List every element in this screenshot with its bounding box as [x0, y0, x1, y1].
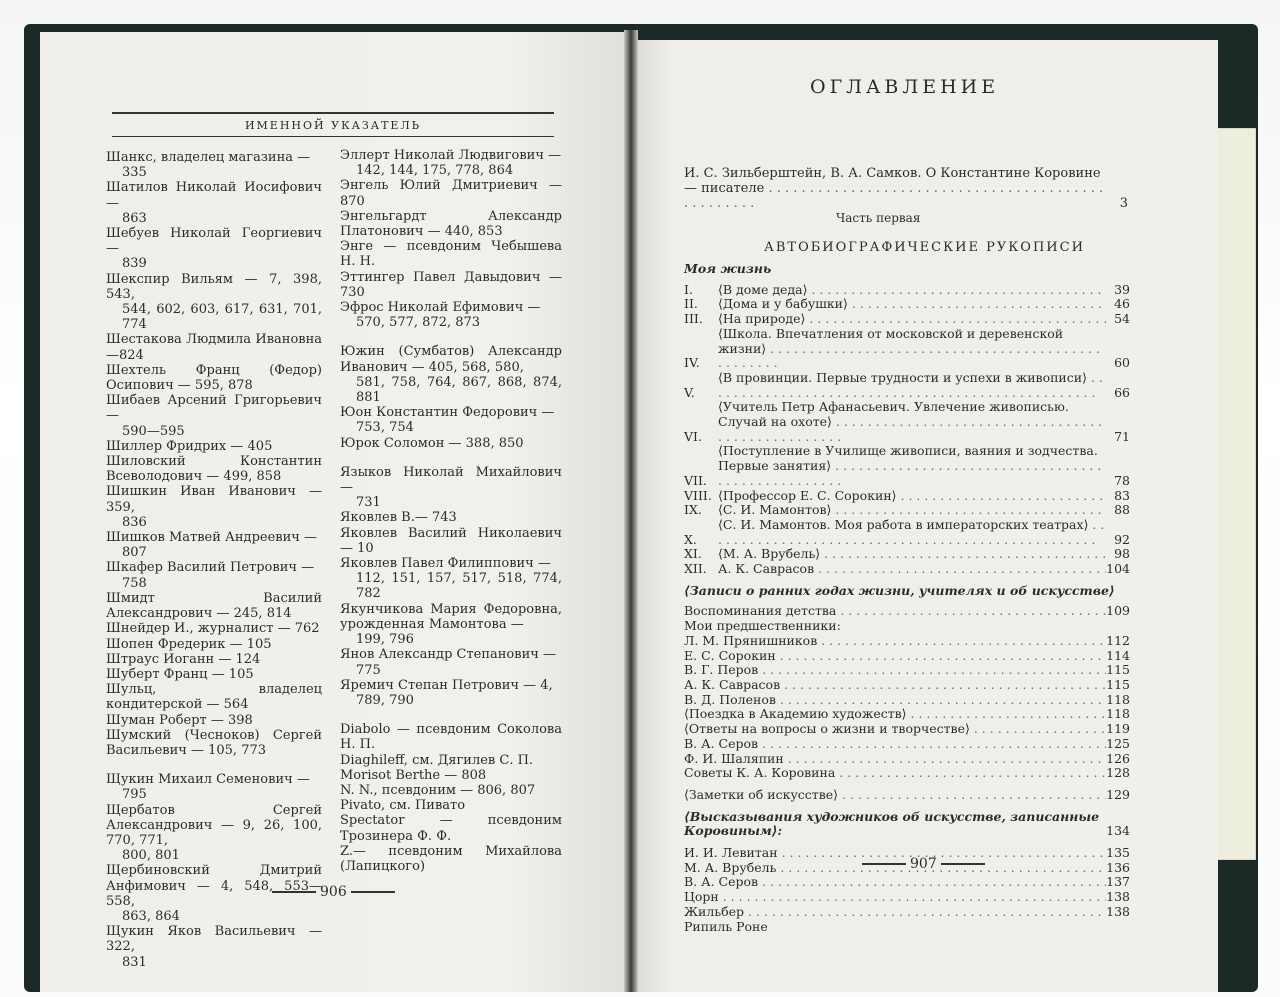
toc-row-title: ⟨М. А. Врубель⟩ . . .: [718, 547, 1106, 562]
group-heading: Моя жизнь: [684, 261, 772, 276]
toc-title: ОГЛАВЛЕНИЕ: [810, 76, 1000, 98]
chapter-number: III.: [684, 311, 703, 327]
toc-row-title: В. Г. Перов . . .: [684, 663, 1106, 678]
toc-row: [684, 920, 1130, 935]
toc-row-page: 134: [1106, 823, 1130, 839]
index-entry-name: Шкафер Василий Петрович —: [106, 560, 315, 576]
index-entry-pages: 731: [356, 495, 381, 511]
index-entry-name: Яковлев В.— 743: [340, 510, 457, 526]
toc-row-page: 119: [1106, 721, 1130, 737]
toc-row-title: А. К. Саврасов . . .: [684, 678, 1106, 693]
chapter-list: [684, 283, 1130, 577]
index-entry-name: Шумский (Чесноков) Сергей Васильевич — 105, 773: [106, 727, 322, 758]
chapter-number: IX.: [684, 502, 702, 518]
index-entry-name: Шестакова Людмила Ивановна —824: [106, 332, 322, 363]
index-entry: [106, 772, 322, 802]
toc-row: [684, 283, 1130, 298]
index-entry-name: Яковлев Павел Филиппович —: [340, 556, 551, 572]
toc-row-page: 54: [1114, 311, 1130, 327]
index-entry: [106, 621, 322, 636]
index-entry-pages: 863: [122, 210, 147, 226]
index-entry: [340, 602, 562, 648]
toc-row: [684, 649, 1130, 664]
index-entry: [340, 844, 562, 874]
toc-row: [684, 547, 1130, 562]
index-entry: [106, 728, 322, 758]
toc-row-title: Советы К. А. Коровина . . .: [684, 766, 1106, 781]
toc-row-title: Жильбер . . .: [684, 905, 1106, 920]
index-entry: [340, 526, 562, 556]
toc-row-title: Цорн . . .: [684, 890, 1106, 905]
toc-row-page: 136: [1106, 859, 1130, 875]
toc-row: [684, 312, 1130, 327]
index-entry-pages: 581, 758, 764, 867, 868, 874, 881: [356, 374, 562, 406]
index-entry: [340, 783, 562, 798]
index-entry: [106, 713, 322, 728]
index-entry-name: Шнейдер И., журналист — 762: [106, 621, 320, 637]
toc-row: [684, 604, 1130, 619]
toc-row-page: 104: [1106, 561, 1130, 577]
index-entry-name: Шуман Роберт — 398: [106, 712, 253, 728]
index-entry: [106, 439, 322, 454]
index-entry-name: Diabolo — псевдоним Соколова Н. П.: [340, 722, 562, 753]
toc-row-page: 98: [1114, 546, 1130, 562]
toc-row-page: 114: [1106, 647, 1130, 663]
index-entry-name: Шульц, владелец кондитерской — 564: [106, 682, 322, 713]
toc-row: [684, 722, 1130, 737]
index-entry-pages: 836: [122, 514, 147, 530]
toc-row-page: 115: [1106, 662, 1130, 678]
index-entry: [340, 722, 562, 752]
toc-row-title: ⟨Ответы на вопросы о жизни и творчестве⟩ . . .: [684, 722, 1106, 737]
index-entry: [340, 209, 562, 239]
index-entry-name: Щукин Михаил Семенович —: [106, 772, 310, 788]
index-entry-pages: 831: [122, 954, 147, 970]
index-entry-name: Шопен Фредерик — 105: [106, 636, 272, 652]
chapter-number: X.: [684, 531, 697, 547]
index-entry-pages: 839: [122, 256, 147, 272]
index-entry-pages: 544, 602, 603, 617, 631, 701, 774: [122, 302, 322, 333]
index-entry-name: Щербиновский Дмитрий Анфимович — 4, 548, 553—558,: [106, 863, 322, 909]
index-entry-name: Шанкс, владелец магазина —: [106, 150, 311, 165]
toc-row-title: ⟨В доме деда⟩ . . .: [718, 283, 1106, 298]
toc-row-title: ⟨С. И. Мамонтов⟩ . . .: [718, 503, 1106, 518]
toc-row: [684, 371, 1130, 400]
index-entry-name: Юрок Соломон — 388, 850: [340, 435, 524, 451]
index-entry: [106, 150, 322, 180]
toc-row-page: 46: [1114, 296, 1130, 312]
toc-row-title: Мои предшественники:: [684, 619, 841, 634]
index-entry-pages: 800, 801: [122, 848, 180, 864]
index-entry-name: Юон Константин Федорович —: [340, 405, 555, 421]
toc-row-title: В. А. Серов . . .: [684, 875, 1106, 890]
table-of-contents: [684, 262, 1130, 934]
toc-row: [684, 875, 1130, 890]
index-entry-name: Spectator — псевдоним Трозинера Ф. Ф.: [340, 813, 562, 844]
index-entry-name: Эллерт Николай Людвигович —: [340, 148, 562, 163]
right-folio: [858, 856, 989, 872]
index-entry: [106, 363, 322, 393]
index-entry-name: Шекспир Вильям — 7, 398, 543,: [106, 271, 322, 302]
toc-row-page: 126: [1106, 750, 1130, 766]
index-entry: [340, 300, 562, 330]
toc-row: [684, 707, 1130, 722]
toc-row-title: ⟨В провинции. Первые трудности и успехи в живописи⟩ . . .: [718, 371, 1106, 400]
index-entry-pages: 142, 144, 175, 778, 864: [356, 163, 514, 179]
index-entry-name: Шмидт Василий Александрович — 245, 814: [106, 590, 322, 622]
toc-row: [684, 518, 1130, 547]
toc-row: [684, 297, 1130, 312]
group-heading: ⟨Записи о ранних годах жизни, учителях и об искусстве⟩: [684, 582, 1115, 598]
index-entry: [340, 510, 562, 525]
index-entry-name: N. N., псевдоним — 806, 807: [340, 782, 536, 798]
index-entry-name: Эфрос Николай Ефимович —: [340, 300, 541, 316]
toc-row-title: М. А. Врубель . . .: [684, 861, 1106, 876]
index-entry: [106, 591, 322, 621]
index-entry: [340, 647, 562, 677]
running-head: ИМЕННОЙ УКАЗАТЕЛЬ: [112, 112, 554, 137]
chapter-number: XII.: [684, 561, 707, 577]
index-entry: [106, 332, 322, 362]
index-entry: [340, 465, 562, 511]
toc-row: [684, 489, 1130, 504]
toc-row-title: ⟨Заметки об искусстве⟩ . . .: [684, 788, 1106, 803]
index-entry-name: Шиллер Фридрих — 405: [106, 438, 273, 454]
index-entry: [106, 393, 322, 439]
toc-row-page: 115: [1106, 676, 1130, 692]
toc-row-page: 118: [1106, 706, 1130, 722]
toc-row: [684, 663, 1130, 678]
toc-row-page: 60: [1114, 355, 1130, 371]
index-entry-pages: 199, 796: [356, 632, 414, 648]
chapter-number: VII.: [684, 472, 707, 488]
index-entry-name: Шебуев Николай Георгиевич —: [106, 226, 322, 257]
index-entry-pages: 775: [356, 662, 381, 678]
toc-row-title: ⟨Учитель Петр Афанасьевич. Увлечение живописью. Случай на охоте⟩ . . .: [718, 400, 1106, 444]
toc-row-page: 88: [1114, 502, 1130, 518]
index-entry: [106, 272, 322, 333]
toc-row: [684, 503, 1130, 518]
toc-row-page: 129: [1106, 786, 1130, 802]
index-entry-name: Шибаев Арсений Григорьевич —: [106, 393, 322, 424]
toc-intro: [684, 166, 1128, 211]
index-entry-name: Эттингер Павел Давыдович —730: [340, 269, 562, 300]
toc-row-page: 135: [1106, 845, 1130, 861]
toc-row-title: ⟨Поступление в Училище живописи, ваяния и зодчества. Первые занятия⟩ . . .: [718, 444, 1106, 488]
toc-row: [684, 788, 1130, 803]
index-entry: [106, 180, 322, 226]
index-entry-name: Pivato, см. Пивато: [340, 798, 466, 814]
toc-row: [684, 890, 1130, 905]
toc-row-title: ⟨На природе⟩ . . .: [718, 312, 1106, 327]
index-entry: [340, 344, 562, 405]
toc-row-page: 138: [1106, 903, 1130, 919]
index-entry-name: Шишкин Иван Иванович — 359,: [106, 484, 322, 515]
toc-row: [684, 327, 1130, 371]
left-page-number: 906: [320, 884, 347, 900]
chapter-number: XI.: [684, 546, 702, 562]
index-entry-name: Южин (Сумбатов) Александр Иванович — 405, 568, 580,: [340, 344, 562, 375]
toc-row: [684, 766, 1130, 781]
toc-row-page: 78: [1114, 472, 1130, 488]
toc-row: [684, 693, 1130, 708]
toc-row-title: ⟨С. И. Мамонтов. Моя работа в императорских театрах⟩ . . .: [718, 518, 1106, 547]
index-entry: [106, 226, 322, 272]
index-entry: [340, 813, 562, 843]
toc-row-title: ⟨Дома и у бабушки⟩ . . .: [718, 297, 1106, 312]
chapter-number: VI.: [684, 428, 702, 444]
chapter-number: V.: [684, 384, 695, 400]
index-entry-name: Яремич Степан Петрович — 4,: [340, 677, 553, 693]
toc-row-page: 66: [1114, 384, 1130, 400]
index-entry: [106, 682, 322, 712]
toc-row: [684, 562, 1130, 577]
index-entry-name: Шатилов Николай Иосифович —: [106, 180, 322, 211]
toc-row-title: И. И. Левитан . . .: [684, 846, 1106, 861]
index-entry-name: Шуберт Франц — 105: [106, 666, 254, 682]
toc-row: [684, 444, 1130, 488]
index-entry: [340, 798, 562, 813]
index-entry-pages: 807: [122, 545, 147, 561]
toc-row-title: Л. М. Прянишников . . .: [684, 634, 1106, 649]
toc-row-title: Ф. И. Шаляпин . . .: [684, 752, 1106, 767]
index-entry: [340, 405, 562, 435]
index-entry: [340, 556, 562, 602]
index-entry-name: Штраус Иоганн — 124: [106, 651, 261, 667]
toc-row: [684, 678, 1130, 693]
toc-row-page: 92: [1114, 531, 1130, 547]
index-entry: [340, 768, 562, 783]
group-heading: ⟨Высказывания художников об искусстве, записанные Коровиным⟩:: [684, 808, 1100, 839]
index-entry: [106, 530, 322, 560]
index-entry: [340, 436, 562, 451]
index-entry-name: Z.— псевдоним Михайлова (Лапицкого): [340, 843, 562, 874]
index-entry-pages: 795: [122, 787, 147, 803]
index-entry-pages: 758: [122, 575, 147, 591]
index-entry: [106, 652, 322, 667]
index-entry-name: Языков Николай Михайлович —: [340, 464, 562, 496]
index-entry: [106, 667, 322, 682]
index-entry-pages: 335: [122, 165, 147, 181]
index-entry-name: Энгель Юлий Дмитриевич — 870: [340, 178, 562, 209]
index-entry-name: Шиловский Константин Всеволодович — 499, 858: [106, 454, 322, 485]
toc-row: [684, 634, 1130, 649]
left-folio: [268, 884, 399, 900]
index-entry: [340, 148, 562, 178]
index-entry-name: Щукин Яков Васильевич — 322,: [106, 924, 322, 955]
index-column-2: [340, 148, 562, 874]
toc-row-page: 39: [1114, 281, 1130, 297]
chapter-number: II.: [684, 296, 698, 312]
index-entry-pages: 590—595: [122, 423, 185, 439]
index-entry: [106, 560, 322, 590]
chapter-number: I.: [684, 281, 693, 297]
toc-row-page: 118: [1106, 691, 1130, 707]
toc-row: [684, 810, 1130, 839]
toc-row-page: 109: [1106, 603, 1130, 619]
index-entry-name: Якунчикова Мария Федоровна, урожденная Мамонтова —: [340, 601, 562, 632]
toc-row: [684, 752, 1130, 767]
index-entry: [340, 239, 562, 269]
index-entry: [340, 753, 562, 768]
index-entry-name: Энге — псевдоним Чебышева Н. Н.: [340, 239, 562, 270]
index-entry-pages: 789, 790: [356, 692, 414, 708]
index-entry: [106, 803, 322, 864]
index-entry-pages: 570, 577, 872, 873: [356, 315, 481, 331]
intro-text: И. С. Зильберштейн, В. А. Самков. О Константине Коровине — писателе . . .: [684, 166, 1104, 211]
chapter-number: IV.: [684, 355, 700, 371]
chapter-number: VIII.: [684, 487, 712, 503]
toc-row: [684, 905, 1130, 920]
index-column-1: [106, 150, 322, 970]
toc-row-title: ⟨Профессор Е. С. Сорокин⟩ . . .: [718, 489, 1106, 504]
toc-row: [684, 737, 1130, 752]
index-entry-pages: 112, 151, 157, 517, 518, 774, 782: [356, 571, 562, 602]
intro-page: 3: [1119, 196, 1128, 211]
index-entry: [340, 270, 562, 300]
toc-row-title: ⟨Поездка в Академию художеств⟩ . . .: [684, 707, 1106, 722]
index-entry: [106, 924, 322, 970]
index-entry: [340, 178, 562, 208]
toc-row: [684, 400, 1130, 444]
section-title: АВТОБИОГРАФИЧЕСКИЕ РУКОПИСИ: [764, 240, 1085, 255]
index-entry-name: Янов Александр Степанович —: [340, 647, 556, 663]
toc-row-title: В. А. Серов . . .: [684, 737, 1106, 752]
toc-row: [684, 619, 1130, 634]
index-entry-name: Яковлев Василий Николаевич — 10: [340, 525, 562, 556]
toc-row-title: В. Д. Поленов . . .: [684, 693, 1106, 708]
toc-row-page: 125: [1106, 735, 1130, 751]
index-entry-pages: 753, 754: [356, 420, 414, 436]
right-page-number: 907: [910, 856, 937, 872]
index-entry-name: Diaghileff, см. Дягилев С. П.: [340, 752, 534, 768]
toc-row-title: Рипиль Роне: [684, 919, 768, 934]
index-entry: [106, 637, 322, 652]
toc-row-page: 128: [1106, 765, 1130, 781]
toc-row-title: А. К. Саврасов . . .: [718, 562, 1106, 577]
toc-row-page: 71: [1114, 428, 1130, 444]
index-entry-pages: 863, 864: [122, 908, 180, 924]
index-entry: [106, 454, 322, 484]
toc-row-page: 137: [1106, 874, 1130, 890]
book-gutter: [624, 30, 638, 992]
index-entry-name: Щербатов Сергей Александрович — 9, 26, 100, 770, 771,: [106, 802, 322, 848]
toc-row-title: Воспоминания детства . . .: [684, 604, 1106, 619]
toc-row-title: Е. С. Сорокин . . .: [684, 649, 1106, 664]
toc-row-page: 138: [1106, 889, 1130, 905]
toc-row-page: 83: [1114, 487, 1130, 503]
index-entry-name: Энгельгардт Александр Платонович — 440, 853: [340, 208, 562, 240]
index-entry: [106, 484, 322, 530]
index-entry-name: Шехтель Франц (Федор) Осипович — 595, 878: [106, 362, 322, 394]
part-label: Часть первая: [836, 211, 921, 225]
toc-row-page: 112: [1106, 632, 1130, 648]
index-entry-name: Morisot Berthe — 808: [340, 767, 487, 783]
index-entry: [340, 678, 562, 708]
toc-row-title: ⟨Школа. Впечатления от московской и деревенской жизни⟩ . . .: [718, 327, 1106, 371]
group2-list: [684, 604, 1130, 780]
index-entry-name: Шишков Матвей Андреевич —: [106, 530, 317, 546]
